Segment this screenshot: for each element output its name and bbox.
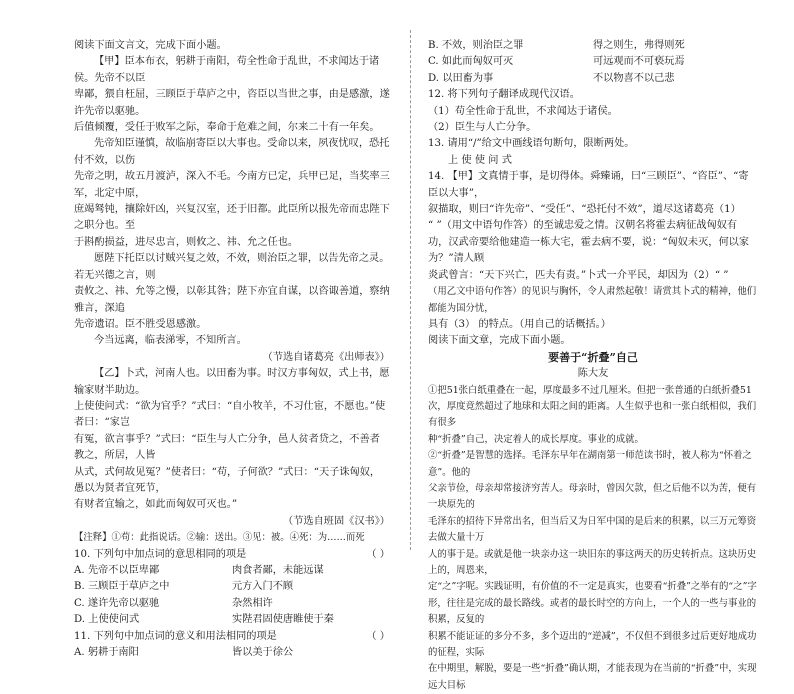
option-row — [74, 579, 390, 595]
question-14-line: （用乙文中语句作答）的见识与胸怀，令人肃然起敬！请赏其卜式的精神，他们都能为国分忧， — [428, 286, 757, 314]
option-right: 杂然相许 — [232, 597, 273, 609]
annotation-notes: 【注释】①苟：此指说话。②输：送出。③见：被。④死：为……而死 — [74, 532, 365, 544]
option-row — [74, 563, 390, 579]
question-13: 13. 请用“/”给文中画线语句断句，限断两处。 — [428, 138, 635, 150]
essay-line: 人的事于是。或就是他一块亲办这一块旧东的事这两天的历史转折点。这块历史上的，周恩来， — [428, 548, 757, 576]
passage-jia-line: 【甲】臣本布衣，躬耕于南阳，苟全性命于乱世，不求闻达于诸侯。先帝不以臣 — [74, 56, 380, 84]
passage-yi-line: 从式，式何故见冤？”使者曰：“苟，子何欲？”式曰：“天子诛匈奴，愚以为贤者宜死节， — [74, 466, 381, 494]
option-right: 实陛君固使唐睢使于秦 — [232, 614, 334, 626]
question-11: 11. 下列句中加点词的意义和用法相同的项是 （ ） — [74, 629, 390, 645]
question-14-line: 炎武曾言：“天下兴亡，匹夫有责。”卜式一介平民，却因为（2）“ ” — [428, 269, 729, 281]
passage-jia-line: 愿陛下托臣以讨贼兴复之效，不效，则治臣之罪，以告先帝之灵。若无兴德之言，则 — [74, 253, 390, 281]
essay-line: ①把51张白纸重叠在一起，厚度最多不过几厘米。但把一张普通的白纸折叠51 — [428, 384, 752, 396]
passage-yi-line: 有财者宜输之，如此而匈奴可灭也。” — [74, 499, 238, 511]
option-left: D. 上使使问式 — [74, 614, 140, 626]
reading-intro: 阅读下面文言文，完成下面小题。 — [74, 40, 227, 51]
passage-jia-line: 卑鄙，猥自枉屈，三顾臣于草庐之中，咨臣以当世之事，由是感激，遂许先帝以驱驰。 — [74, 89, 390, 117]
question-14-line: 功，汉武帝要给他建造一栋大宅，霍去病不要，说：“匈奴未灭，何以家为？”清人顾 — [428, 236, 750, 265]
right-column — [428, 38, 758, 694]
option-right: 不以物喜不以己悲 — [593, 72, 675, 84]
option-right: 元方入门不顾 — [232, 581, 294, 593]
reading-intro: 阅读下面文章，完成下面小题。 — [428, 335, 571, 347]
passage-jia-line: 先帝遗诏。臣不胜受恩感激。 — [74, 318, 207, 330]
essay-line: 次，厚度竟然超过了地球和太阳之间的距离。人生似乎也和一张白纸相似，我们有很多 — [428, 400, 757, 429]
essay-line: 积累不能证证的多分不多，多个迈出的“逆减”，不仅但不到很多过后更好地成功的征程，实际 — [428, 630, 757, 659]
essay-line: 父亲节俭，母亲却常接济穷苦人。母亲时，曾因欠款，但之后他不以为苦，便有一块原先的 — [428, 482, 757, 511]
question-12-item: （1）苟全性命于乱世，不求闻达于诸侯。 — [428, 105, 618, 117]
option-row — [74, 612, 390, 628]
left-column — [74, 38, 390, 661]
question-13-sentence: 上 使 使 问 式 — [448, 154, 512, 166]
passage-jia-line: 今当远离，临表涕零，不知所言。 — [94, 335, 247, 347]
option-left: C. 如此而匈奴可灭 — [428, 56, 514, 68]
column-divider — [410, 30, 411, 550]
question-14-line: 具有（3） 的特点。（用自己的话概括。） — [428, 318, 611, 330]
essay-line: 定“之”字呢。实践证明，有价值的不一定是真实，也要看“折叠”之举有的“之”字 — [428, 581, 757, 593]
option-right: 肉食者鄙，未能远谋 — [232, 565, 324, 576]
essay-title: 要善于“折叠”自己 — [548, 350, 638, 364]
essay-line: 种“折叠”自己，决定着人的成长厚度。事业的成就。 — [428, 433, 644, 445]
source-citation: （节选自班固《汉书》） — [283, 515, 390, 527]
option-right: 可远观而不可亵玩焉 — [593, 56, 685, 68]
question-14-line: 14. 【甲】文真情于事，是切得体。舜臻诵，曰“三顾臣”、“咨臣”、“寄臣以大事”， — [428, 171, 749, 199]
option-left: A. 躬耕于南阳 — [74, 647, 139, 659]
essay-line: 在中期里，解脱，要是一些“折叠”确认期，才能表现为在当前的“折叠”中，实现远大目标 — [428, 663, 757, 691]
source-citation: （节选自诸葛亮《出师表》） — [262, 351, 390, 363]
option-row — [428, 54, 758, 70]
option-left: B. 三顾臣于草庐之中 — [74, 581, 170, 593]
passage-yi-line: 【乙】卜式，河南人也。以田畜为事。时汉方事匈奴，式上书，愿输家财半助边。 — [74, 368, 390, 396]
passage-jia-line: 先帝知臣谨慎，故临崩寄臣以大事也。受命以来，夙夜忧叹，恐托付不效，以伤 — [74, 138, 390, 166]
question-12: 12. 将下列句子翻译成现代汉语。 — [428, 89, 580, 101]
passage-jia-line: 责攸之、祎、允等之慢，以彰其咎；陛下亦宜自谋，以咨诹善道，察纳雅言，深追 — [74, 286, 390, 314]
passage-jia-line: 先帝之明，故五月渡泸，深入不毛。今南方已定，兵甲已足，当奖率三军，北定中原， — [74, 171, 390, 199]
passage-jia-line: 庶竭驽钝，攘除奸凶，兴复汉室，还于旧都。此臣所以报先帝而忠陛下之职分也。至 — [74, 204, 390, 232]
question-10: 10. 下列句中加点词的意思相同的项是 （ ） — [74, 547, 390, 563]
option-left: B. 不效，则治臣之罪 — [428, 40, 524, 51]
question-12-item: （2）臣生与人亡分争。 — [428, 122, 537, 134]
passage-yi-line: 有冤，欲言事乎？”式曰：“臣生与人亡分争，邑人贫者贷之，不善者教之，所居，人皆 — [74, 433, 380, 462]
passage-jia-line: 于斟酌损益，进尽忠言，则攸之、祎、允之任也。 — [74, 236, 299, 248]
question-14-line: 叙描取，则曰“许先帝”、“受任”、“恐托付不效”，道尽这诸葛亮（1） — [428, 204, 741, 216]
option-left: D. 以田畜为事 — [428, 72, 494, 84]
option-row — [74, 645, 390, 661]
option-row — [428, 38, 758, 54]
essay-line: 毛泽东的招待下异常出名，但当后又为日军中国的是后来的积累，以三万元筹资去做大量十万 — [428, 515, 757, 544]
essay-author: 陈大友 — [577, 368, 609, 380]
option-right: 得之则生，弗得则死 — [593, 40, 685, 51]
passage-yi-line: 上使使问式：“欲为官乎？”式曰：“自小牧羊，不习仕宦，不愿也。”使者曰：“家岂 — [74, 400, 386, 429]
passage-jia-line: 后值倾覆，受任于败军之际，奉命于危难之间，尔来二十有一年矣。 — [74, 122, 380, 134]
essay-line: 形，往往是完成的最长路线。或者的最长时空的方向上，一个人的一些与事业的积累，反复的 — [428, 597, 757, 626]
answer-bracket: （ ） — [366, 548, 390, 560]
question-14-line: “ ”（用文中语句作答）的至诚忠爱之情。汉朝名将霍去病征战匈奴有 — [428, 220, 738, 232]
option-left: A. 先帝不以臣卑鄙 — [74, 565, 160, 576]
option-right: 皆以美于徐公 — [232, 647, 294, 659]
option-left: C. 遂许先帝以驱驰 — [74, 597, 160, 609]
option-row — [428, 71, 758, 87]
option-row — [74, 596, 390, 612]
essay-line: ②“折叠”是智慧的选择。毛泽东早年在湖南第一师范读书时，被人称为“怀着之意”。他的 — [428, 450, 752, 478]
answer-bracket: （ ） — [366, 630, 390, 642]
